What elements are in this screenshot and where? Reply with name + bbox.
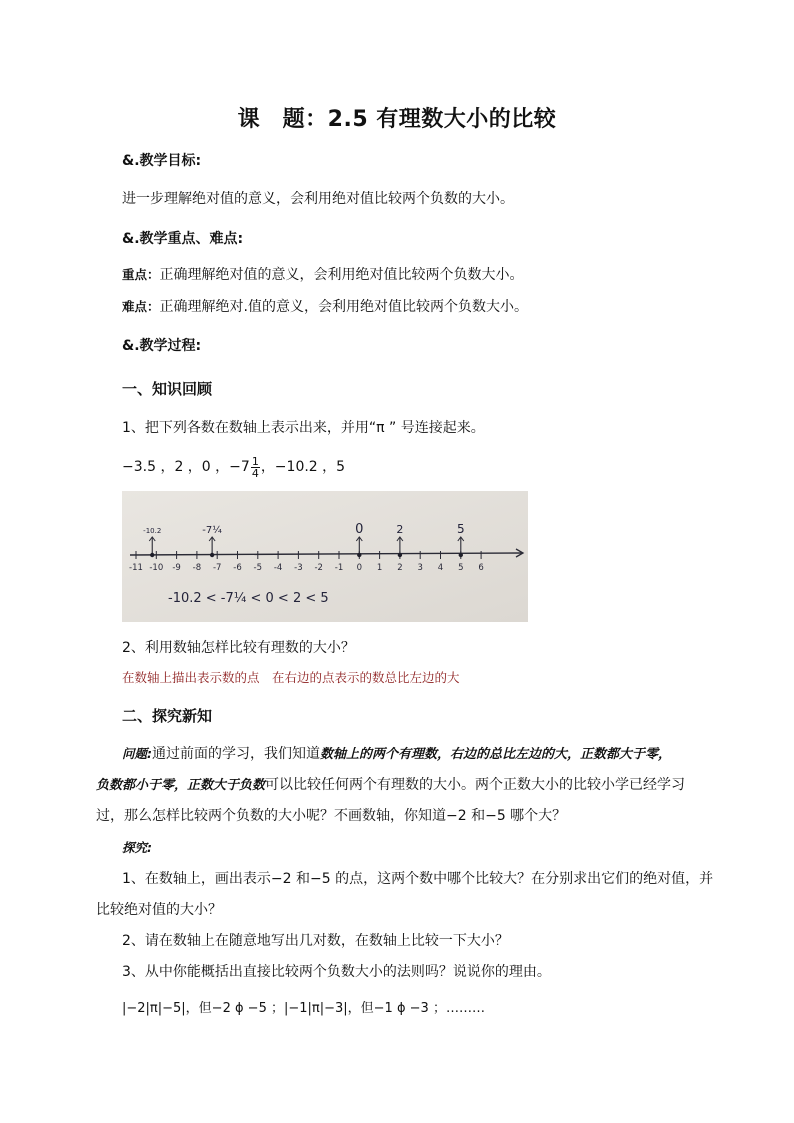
tick-label: -5 bbox=[253, 563, 263, 573]
review-question-2: 2、利用数轴怎样比较有理数的大小？ bbox=[122, 640, 355, 656]
point-dot bbox=[459, 553, 463, 557]
problem-line-2 bbox=[96, 776, 685, 795]
explore-label: 探究: bbox=[122, 840, 152, 855]
difficulty-label: 难点： bbox=[122, 299, 160, 314]
problem-text-2b: 可以比较任何两个有理数的大小。两个正数大小的比较小学已经学习 bbox=[265, 777, 686, 793]
number-line-photo bbox=[122, 491, 528, 622]
problem-line-1 bbox=[122, 745, 671, 764]
tick-label: -2 bbox=[314, 563, 323, 573]
tick-label: 4 bbox=[437, 563, 444, 573]
difficulty-line bbox=[122, 298, 528, 316]
review-question-1: 1、把下列各数在数轴上表示出来，并用“π ” 号连接起来。 bbox=[122, 420, 485, 436]
tick-label: 6 bbox=[478, 563, 484, 573]
point-dot bbox=[150, 553, 154, 557]
point-dot bbox=[357, 553, 361, 557]
point-dot bbox=[210, 553, 214, 557]
tick-label: 5 bbox=[458, 563, 464, 573]
inequality-text: -10.2 < -7¼ < 0 < 2 < 5 bbox=[168, 591, 329, 606]
objectives-heading: &.教学目标: bbox=[122, 153, 202, 169]
fraction-numerator: 1 bbox=[251, 454, 259, 468]
tick-label: -11 bbox=[129, 563, 143, 573]
point-label: -7¼ bbox=[202, 525, 222, 536]
problem-label: 问题: bbox=[122, 746, 152, 761]
tick-label: -3 bbox=[294, 563, 303, 573]
page-title: 课 题：2.5 有理数大小的比较 bbox=[237, 107, 557, 132]
abs-formula: |−2|π|−5|，但−2 ϕ −5 ；|−1|π|−3|，但−1 ϕ −3 ；……… bbox=[122, 1001, 485, 1016]
problem-text-1b: 数轴上的两个有理数，右边的总比左边的大，正数都大于零， bbox=[320, 747, 672, 762]
mixed-fraction bbox=[251, 456, 260, 479]
tick-label: -7 bbox=[212, 563, 222, 573]
key-points-heading: &.教学重点、难点: bbox=[122, 231, 244, 247]
problem-line-3: 过，那么怎样比较两个负数的大小呢？不画数轴，你知道−2 和−5 哪个大？ bbox=[96, 808, 567, 824]
explore-item-1a: 1、在数轴上，画出表示−2 和−5 的点，这两个数中哪个比较大？在分别求出它们的绝对值，并 bbox=[122, 871, 714, 887]
point-label: -10.2 bbox=[143, 527, 162, 535]
objectives-text: 进一步理解绝对值的意义，会利用绝对值比较两个负数的大小。 bbox=[122, 191, 514, 207]
difficulty-text: 正确理解绝对.值的意义，会利用绝对值比较两个负数大小。 bbox=[159, 299, 528, 315]
tick-label: -8 bbox=[192, 563, 202, 573]
handwritten-number-line bbox=[122, 491, 528, 622]
key-text: 正确理解绝对值的意义，会利用绝对值比较两个负数大小。 bbox=[159, 267, 524, 283]
point-label: 2 bbox=[396, 523, 404, 536]
point-label: 5 bbox=[456, 522, 465, 536]
tick-label: -4 bbox=[273, 563, 283, 573]
explore-item-3: 3、从中你能概括出直接比较两个负数大小的法则吗？说说你的理由。 bbox=[122, 964, 551, 980]
tick-label: -6 bbox=[233, 563, 242, 573]
key-label: 重点： bbox=[122, 267, 160, 282]
tick-label: -10 bbox=[149, 563, 164, 573]
tick-label: -1 bbox=[334, 563, 344, 573]
key-point-line bbox=[122, 266, 524, 284]
number-list bbox=[122, 454, 345, 480]
tick-label: 1 bbox=[376, 563, 383, 573]
explore-item-1b: 比较绝对值的大小？ bbox=[96, 902, 222, 918]
point-label: 0 bbox=[355, 522, 364, 537]
fraction-denominator: 4 bbox=[251, 466, 259, 480]
tick-label: 0 bbox=[356, 563, 363, 573]
tick-label: 3 bbox=[417, 563, 423, 573]
tick-label: 2 bbox=[397, 563, 403, 573]
review-answer: 在数轴上描出表示数的点 在右边的点表示的数总比左边的大 bbox=[122, 670, 460, 685]
explore-heading: 二、探究新知 bbox=[122, 707, 213, 725]
number-list-suffix: ，−10.2 ，5 bbox=[260, 459, 346, 475]
problem-text-1a: 通过前面的学习，我们知道 bbox=[152, 746, 320, 762]
tick-label: -9 bbox=[172, 563, 181, 573]
explore-item-2: 2、请在数轴上在随意地写出几对数，在数轴上比较一下大小？ bbox=[122, 933, 509, 949]
review-heading: 一、知识回顾 bbox=[122, 380, 213, 398]
problem-text-2a: 负数都小于零，正数大于负数 bbox=[96, 778, 266, 793]
number-list-prefix: −3.5 ，2 ，0 ，−7 bbox=[122, 459, 250, 475]
point-dot bbox=[398, 553, 402, 557]
process-heading: &.教学过程: bbox=[122, 338, 202, 354]
